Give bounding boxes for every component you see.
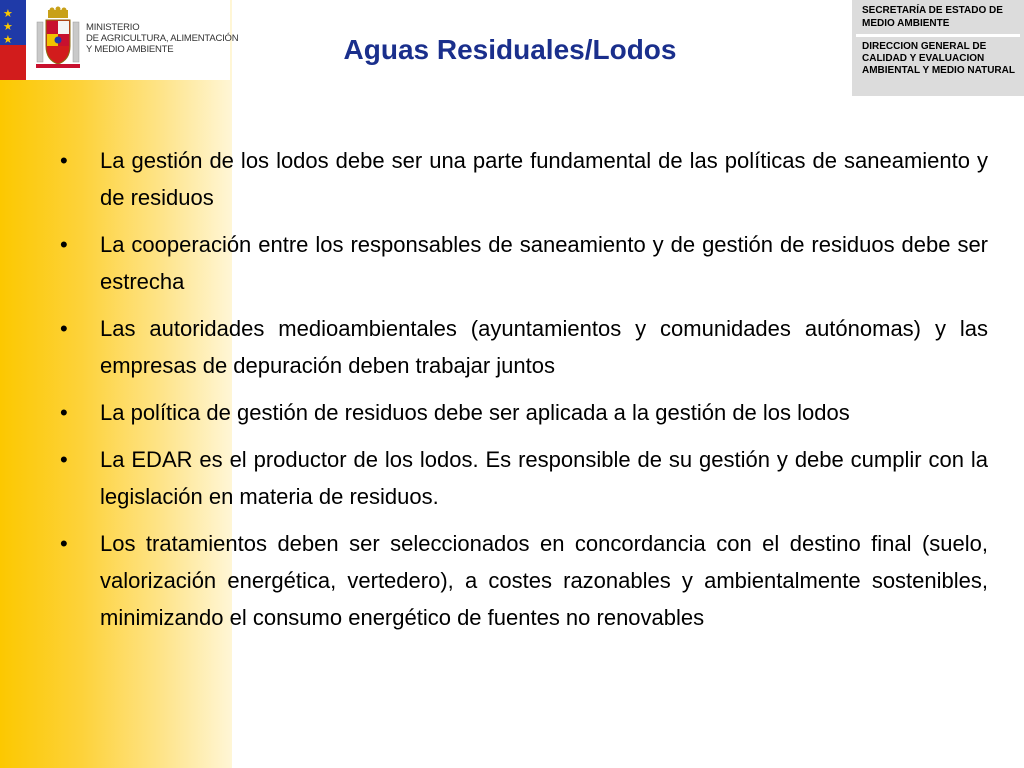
secretaria-label: SECRETARÍA DE ESTADO DE MEDIO AMBIENTE (862, 5, 1003, 29)
bullet-marker: • (60, 148, 68, 173)
bullet-marker: • (60, 400, 68, 425)
bullet-item (58, 441, 988, 515)
ministry-line: DE AGRICULTURA, ALIMENTACIÓN (86, 33, 239, 44)
bullet-marker: • (60, 232, 68, 257)
bullet-item (58, 226, 988, 300)
bullet-marker: • (60, 531, 68, 556)
eu-stars-icon: ★ ★ ★ (3, 8, 13, 46)
bullet-list (58, 142, 988, 646)
ministry-line: MINISTERIO (86, 22, 140, 33)
bullet-item (58, 310, 988, 384)
bullet-text: La gestión de los lodos debe ser una parte fundamental de las políticas de saneamiento y de residuos (100, 148, 988, 210)
bullet-item (58, 394, 988, 431)
government-department-box (852, 0, 1024, 96)
ministry-header (0, 0, 239, 80)
bullet-text: La política de gestión de residuos debe ser aplicada a la gestión de los lodos (100, 400, 850, 425)
bullet-item (58, 525, 988, 636)
bullet-text: La cooperación entre los responsables de saneamiento y de gestión de residuos debe ser estrecha (100, 232, 988, 294)
bullet-marker: • (60, 447, 68, 472)
bullet-item (58, 142, 988, 216)
bullet-text: Los tratamientos deben ser seleccionados en concordancia con el destino final (suelo, valorización energética, vertedero), a costes razonables y ambientalmente sostenibles, minimizando el consumo energético de fuentes no renovables (100, 531, 988, 630)
eu-flag-strip (0, 0, 26, 80)
ministry-line: Y MEDIO AMBIENTE (86, 44, 174, 55)
ministry-name (86, 22, 239, 55)
coat-of-arms-icon (34, 6, 82, 74)
slide-title: Aguas Residuales/Lodos (343, 34, 677, 65)
department-divider (856, 34, 1020, 37)
bullet-marker: • (60, 316, 68, 341)
direccion-label: DIRECCION GENERAL DE CALIDAD Y EVALUACION AMBIENTAL Y MEDIO NATURAL (862, 41, 1015, 76)
bullet-text: La EDAR es el productor de los lodos. Es responsible de su gestión y debe cumplir con la legislación en materia de residuos. (100, 447, 988, 509)
bullet-text: Las autoridades medioambientales (ayuntamientos y comunidades autónomas) y las empresas de depuración deben trabajar juntos (100, 316, 988, 378)
